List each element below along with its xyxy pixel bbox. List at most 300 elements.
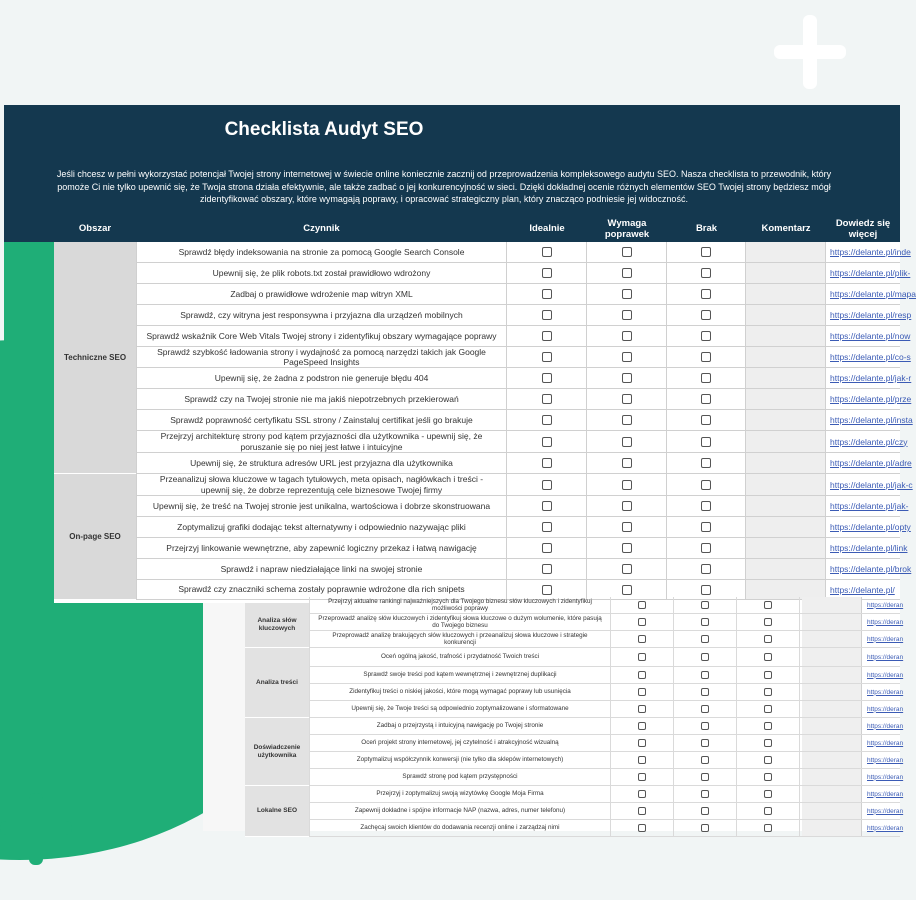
checkbox-cell	[587, 496, 667, 516]
table-row	[309, 667, 904, 684]
checkbox-ideal[interactable]	[542, 247, 552, 257]
learn-more-link[interactable]: https://deran	[867, 705, 904, 713]
checkbox-cell	[507, 326, 587, 346]
learn-more-link[interactable]: https://delante.pl/plik-	[830, 268, 911, 278]
checkbox-cell	[611, 752, 674, 768]
checkbox-cell	[674, 667, 737, 683]
checkbox-none[interactable]	[764, 618, 772, 626]
checkbox-ideal[interactable]	[542, 289, 552, 299]
checkbox-cell	[507, 517, 587, 537]
comment-cell[interactable]	[746, 496, 826, 516]
factor-text: Upewnij się, że plik robots.txt został prawidłowo wdrożony	[136, 263, 507, 283]
checkbox-cell	[507, 496, 587, 516]
checkbox-ideal[interactable]	[542, 373, 552, 383]
table-row	[136, 517, 911, 538]
checkbox-needs-fix[interactable]	[701, 722, 709, 730]
checkbox-cell	[611, 614, 674, 630]
checkbox-ideal[interactable]	[638, 773, 646, 781]
checkbox-none[interactable]	[701, 373, 711, 383]
checkbox-ideal[interactable]	[638, 824, 646, 832]
checkbox-ideal[interactable]	[638, 653, 646, 661]
learn-more-link[interactable]: https://deran	[867, 722, 904, 730]
checkbox-cell	[507, 263, 587, 283]
checkbox-cell	[667, 242, 746, 262]
checkbox-cell	[737, 648, 800, 666]
learn-more-link[interactable]: https://deran	[867, 688, 904, 696]
page-title: Checklista Audyt SEO	[224, 119, 424, 140]
checkbox-cell	[674, 718, 737, 734]
learn-more-link[interactable]: https://delante.pl/	[830, 584, 895, 595]
learn-more-link[interactable]: https://delante.pl/czy	[830, 436, 908, 447]
checklist-table	[4, 242, 916, 603]
comment-cell[interactable]	[802, 735, 862, 751]
factor-text: Sprawdź stronę pod kątem przystępności	[309, 769, 611, 785]
factor-text: Sprawdź swoje treści pod kątem wewnętrznej i zewnętrznej duplikacji	[309, 667, 611, 683]
factor-text: Zachęcaj swoich klientów do dodawania recenzji online i zarządzaj nimi	[309, 820, 611, 836]
factor-text: Sprawdź poprawność certyfikatu SSL strony / Zainstaluj certifikat jeśli go brakuje	[136, 410, 507, 430]
table-row	[136, 326, 911, 347]
factor-text: Przejrzyj architekturę strony pod kątem przyjazności dla użytkownika - upewnij się, że poruszanie się po niej jest łatwe i intuicyjne	[136, 431, 507, 452]
column-header-ideal: Idealnie	[529, 223, 565, 234]
comment-cell[interactable]	[746, 284, 826, 304]
checkbox-cell	[611, 820, 674, 836]
checkbox-needs-fix[interactable]	[701, 671, 709, 679]
column-header-comment: Komentarz	[761, 223, 811, 234]
checkbox-cell	[674, 597, 737, 613]
checkbox-cell	[674, 614, 737, 630]
comment-cell[interactable]	[746, 410, 826, 430]
checkbox-ideal[interactable]	[542, 543, 552, 553]
comment-cell[interactable]	[746, 474, 826, 495]
checkbox-none[interactable]	[701, 268, 711, 278]
checkbox-cell	[674, 648, 737, 666]
checkbox-none[interactable]	[764, 688, 772, 696]
factor-text: Przeprowadź analizę brakujących słów kluczowych i przeanalizuj słowa kluczowe i strategie konkurencji	[309, 631, 611, 647]
area-group: Lokalne SEO	[245, 786, 309, 837]
checkbox-cell	[587, 242, 667, 262]
checkbox-needs-fix[interactable]	[622, 394, 632, 404]
checkbox-needs-fix[interactable]	[701, 790, 709, 798]
checkbox-ideal[interactable]	[542, 585, 552, 595]
checkbox-ideal[interactable]	[542, 564, 552, 574]
checkbox-cell	[587, 347, 667, 367]
checkbox-cell	[667, 538, 746, 558]
factor-text: Przeanalizuj słowa kluczowe w tagach tytułowych, meta opisach, nagłówkach i treści - upewnij się, że dobrze reprezentują cele biznesowe Twojej firmy	[136, 474, 507, 495]
checkbox-cell	[587, 474, 667, 495]
checkbox-cell	[507, 305, 587, 325]
checkbox-ideal[interactable]	[638, 807, 646, 815]
comment-cell[interactable]	[802, 769, 862, 785]
learn-more-link[interactable]: https://delante.pl/link	[830, 543, 908, 553]
checkbox-needs-fix[interactable]	[622, 585, 632, 595]
comment-cell[interactable]	[802, 718, 862, 734]
checkbox-none[interactable]	[701, 480, 711, 490]
checkbox-cell	[507, 242, 587, 262]
checkbox-none[interactable]	[764, 773, 772, 781]
table-row	[136, 538, 908, 559]
checkbox-ideal[interactable]	[638, 601, 646, 609]
factor-text: Zoptymalizuj grafiki dodając tekst alternatywny i odpowiednio nazywając pliki	[136, 517, 507, 537]
learn-more-link[interactable]: https://deran	[867, 739, 904, 747]
checkbox-cell	[737, 786, 800, 802]
checkbox-cell	[667, 347, 746, 367]
checkbox-cell	[737, 667, 800, 683]
checkbox-cell	[587, 538, 667, 558]
checkbox-none[interactable]	[701, 543, 711, 553]
checkbox-none[interactable]	[764, 635, 772, 643]
checkbox-needs-fix[interactable]	[622, 501, 632, 511]
checkbox-cell	[667, 326, 746, 346]
table-row	[136, 242, 911, 263]
learn-more-link[interactable]: https://deran	[867, 824, 904, 832]
factor-text: Przejrzyj i zoptymalizuj swoją wizytówkę Google Moja Firma	[309, 786, 611, 802]
checkbox-ideal[interactable]	[542, 268, 552, 278]
checkbox-none[interactable]	[701, 247, 711, 257]
checkbox-none[interactable]	[701, 394, 711, 404]
checkbox-needs-fix[interactable]	[622, 310, 632, 320]
checkbox-cell	[737, 614, 800, 630]
page-2-margin	[203, 603, 245, 831]
area-group: Analiza treści	[245, 648, 309, 718]
checkbox-cell	[667, 263, 746, 283]
factor-text: Przeprowadź analizę słów kluczowych i zidentyfikuj słowa kluczowe o dużym wolumenie, które pasują do Twojego biznesu	[309, 614, 611, 630]
checkbox-cell	[507, 538, 587, 558]
checkbox-needs-fix[interactable]	[701, 705, 709, 713]
table-row	[309, 803, 904, 820]
learn-more-link[interactable]: https://deran	[867, 601, 904, 609]
checkbox-cell	[587, 305, 667, 325]
comment-cell[interactable]	[746, 305, 826, 325]
comment-cell[interactable]	[802, 631, 862, 647]
area-group: Techniczne SEO	[54, 242, 136, 474]
checkbox-needs-fix[interactable]	[701, 807, 709, 815]
checkbox-cell	[737, 820, 800, 836]
checkbox-cell	[507, 453, 587, 473]
checkbox-ideal[interactable]	[638, 671, 646, 679]
checkbox-ideal[interactable]	[638, 756, 646, 764]
checkbox-cell	[667, 559, 746, 579]
checkbox-none[interactable]	[701, 522, 711, 532]
checkbox-cell	[737, 769, 800, 785]
comment-cell[interactable]	[746, 431, 826, 452]
comment-cell[interactable]	[746, 347, 826, 367]
checkbox-needs-fix[interactable]	[701, 653, 709, 661]
checkbox-cell	[587, 389, 667, 409]
checkbox-none[interactable]	[701, 458, 711, 468]
comment-cell[interactable]	[802, 803, 862, 819]
checkbox-needs-fix[interactable]	[701, 601, 709, 609]
learn-more-link[interactable]: https://delante.pl/jak-r	[830, 373, 912, 383]
checklist-sheet	[4, 105, 916, 603]
checkbox-none[interactable]	[701, 564, 711, 574]
checkbox-none[interactable]	[764, 739, 772, 747]
comment-cell[interactable]	[802, 786, 862, 802]
checkbox-cell	[667, 453, 746, 473]
checkbox-cell	[737, 684, 800, 700]
checkbox-none[interactable]	[701, 585, 711, 595]
learn-more-link[interactable]: https://delante.pl/insta	[830, 415, 913, 425]
factor-text: Upewnij się, że żadna z podstron nie generuje błędu 404	[136, 368, 507, 388]
checkbox-ideal[interactable]	[542, 352, 552, 362]
plus-icon	[774, 15, 846, 89]
checkbox-needs-fix[interactable]	[622, 373, 632, 383]
comment-cell[interactable]	[802, 667, 862, 683]
checklist-header	[4, 105, 900, 242]
comment-cell[interactable]	[746, 538, 826, 558]
checkbox-cell	[587, 410, 667, 430]
column-header-needs-fix: Wymaga poprawek	[604, 217, 650, 240]
factor-text: Sprawdź czy znaczniki schema zostały poprawnie wdrożone dla rich snipets	[136, 580, 507, 599]
table-row	[309, 614, 904, 631]
comment-cell[interactable]	[802, 684, 862, 700]
checkbox-cell	[611, 667, 674, 683]
learn-more-link[interactable]: https://delante.pl/jak-c	[830, 479, 913, 490]
table-row	[136, 368, 912, 389]
checkbox-cell	[587, 326, 667, 346]
area-group: Analiza słów kluczowych	[245, 603, 309, 648]
checkbox-cell	[507, 431, 587, 452]
checkbox-needs-fix[interactable]	[701, 739, 709, 747]
factor-text: Przejrzyj aktualne rankingi najważniejszych dla Twojego biznesu słów kluczowych i zidentyfikuj możliwości poprawy	[309, 597, 611, 613]
factor-text: Zapewnij dokładne i spójne informacje NAP (nazwa, adres, numer telefonu)	[309, 803, 611, 819]
checkbox-needs-fix[interactable]	[622, 289, 632, 299]
checkbox-needs-fix[interactable]	[622, 480, 632, 490]
checkbox-cell	[667, 410, 746, 430]
checkbox-cell	[667, 368, 746, 388]
checkbox-cell	[611, 597, 674, 613]
checkbox-ideal[interactable]	[542, 458, 552, 468]
checkbox-cell	[737, 631, 800, 647]
checkbox-needs-fix[interactable]	[622, 331, 632, 341]
checkbox-ideal[interactable]	[638, 705, 646, 713]
checkbox-cell	[587, 284, 667, 304]
checkbox-none[interactable]	[764, 653, 772, 661]
checkbox-needs-fix[interactable]	[622, 543, 632, 553]
learn-more-link[interactable]: https://deran	[867, 773, 904, 781]
comment-cell[interactable]	[802, 597, 862, 613]
checkbox-none[interactable]	[701, 289, 711, 299]
factor-text: Sprawdź czy na Twojej stronie nie ma jakiś niepotrzebnych przekierowań	[136, 389, 507, 409]
checkbox-none[interactable]	[764, 601, 772, 609]
checkbox-ideal[interactable]	[542, 310, 552, 320]
checkbox-cell	[674, 820, 737, 836]
checkbox-cell	[587, 453, 667, 473]
checkbox-ideal[interactable]	[542, 394, 552, 404]
checkbox-needs-fix[interactable]	[701, 773, 709, 781]
comment-cell[interactable]	[802, 614, 862, 630]
checkbox-cell	[507, 474, 587, 495]
factor-text: Upewnij się, że struktura adresów URL jest przyjazna dla użytkownika	[136, 453, 507, 473]
column-header-learn-more: Dowiedz się więcej	[835, 217, 891, 240]
table-row	[309, 735, 904, 752]
checkbox-cell	[674, 631, 737, 647]
checkbox-cell	[674, 701, 737, 717]
table-row	[309, 648, 904, 667]
factor-text: Sprawdź, czy witryna jest responsywna i przyjazna dla urządzeń mobilnych	[136, 305, 507, 325]
learn-more-link[interactable]: https://delante.pl/brok	[830, 564, 912, 574]
comment-cell[interactable]	[746, 368, 826, 388]
checkbox-cell	[611, 701, 674, 717]
checkbox-needs-fix[interactable]	[622, 458, 632, 468]
checkbox-cell	[667, 389, 746, 409]
factor-text: Zadbaj o przejrzystą i intuicyjną nawigację po Twojej stronie	[309, 718, 611, 734]
checkbox-none[interactable]	[764, 671, 772, 679]
table-row	[136, 431, 908, 453]
column-headers	[4, 215, 900, 242]
learn-more-link[interactable]: https://delante.pl/prze	[830, 394, 912, 404]
checkbox-needs-fix[interactable]	[622, 247, 632, 257]
checkbox-none[interactable]	[764, 756, 772, 764]
checkbox-cell	[667, 431, 746, 452]
area-group: Doświadczenie użytkownika	[245, 718, 309, 786]
factor-text: Upewnij się, że Twoje treści są odpowiednio zoptymalizowane i sformatowane	[309, 701, 611, 717]
checkbox-cell	[611, 684, 674, 700]
table-row	[309, 769, 904, 786]
learn-more-link[interactable]: https://delante.pl/jak-	[830, 501, 909, 511]
factor-text: Zoptymalizuj współczynnik konwersji (nie tylko dla sklepów internetowych)	[309, 752, 611, 768]
comment-cell[interactable]	[802, 820, 862, 836]
factor-text: Zidentyfikuj treści o niskiej jakości, które mogą wymagać poprawy lub usunięcia	[309, 684, 611, 700]
checkbox-cell	[611, 803, 674, 819]
factor-text: Oceń ogólną jakość, trafność i przydatność Twoich treści	[309, 648, 611, 666]
checkbox-cell	[587, 368, 667, 388]
checkbox-none[interactable]	[701, 437, 711, 447]
column-header-area: Obszar	[78, 223, 112, 234]
learn-more-link[interactable]: https://deran	[867, 807, 904, 815]
checkbox-cell	[667, 284, 746, 304]
checkbox-ideal[interactable]	[542, 331, 552, 341]
checkbox-cell	[674, 803, 737, 819]
comment-cell[interactable]	[802, 752, 862, 768]
learn-more-link[interactable]: https://deran	[867, 653, 904, 661]
table-row	[309, 786, 904, 803]
checkbox-cell	[667, 517, 746, 537]
learn-more-link[interactable]: https://deran	[867, 635, 904, 643]
checkbox-cell	[667, 305, 746, 325]
learn-more-link[interactable]: https://delante.pl/inde	[830, 247, 911, 257]
learn-more-link[interactable]: https://delante.pl/now	[830, 331, 911, 341]
checkbox-cell	[611, 769, 674, 785]
table-row	[136, 346, 911, 368]
table-row	[136, 453, 912, 474]
table-row	[136, 284, 916, 305]
checkbox-ideal[interactable]	[638, 739, 646, 747]
checkbox-cell	[587, 263, 667, 283]
checkbox-cell	[737, 718, 800, 734]
checkbox-ideal[interactable]	[542, 501, 552, 511]
learn-more-link[interactable]: https://deran	[867, 756, 904, 764]
checkbox-ideal[interactable]	[542, 437, 552, 447]
comment-cell[interactable]	[802, 701, 862, 717]
checkbox-none[interactable]	[764, 722, 772, 730]
checkbox-none[interactable]	[764, 824, 772, 832]
comment-cell[interactable]	[746, 559, 826, 579]
checkbox-cell	[507, 347, 587, 367]
comment-cell[interactable]	[746, 517, 826, 537]
comment-cell[interactable]	[802, 648, 862, 666]
checkbox-none[interactable]	[701, 310, 711, 320]
learn-more-link[interactable]: https://delante.pl/resp	[830, 310, 912, 320]
checkbox-needs-fix[interactable]	[701, 824, 709, 832]
checkbox-cell	[667, 474, 746, 495]
checkbox-ideal[interactable]	[638, 688, 646, 696]
learn-more-link[interactable]: https://deran	[867, 671, 904, 679]
checkbox-needs-fix[interactable]	[622, 415, 632, 425]
checkbox-ideal[interactable]	[638, 722, 646, 730]
checkbox-none[interactable]	[701, 415, 711, 425]
checkbox-ideal[interactable]	[542, 522, 552, 532]
learn-more-link[interactable]: https://deran	[867, 790, 904, 798]
checkbox-needs-fix[interactable]	[622, 268, 632, 278]
checkbox-none[interactable]	[701, 331, 711, 341]
checkbox-ideal[interactable]	[638, 635, 646, 643]
checkbox-none[interactable]	[764, 790, 772, 798]
checkbox-cell	[587, 431, 667, 452]
factor-text: Oceń projekt strony internetowej, jej czytelność i atrakcyjność wizualną	[309, 735, 611, 751]
checkbox-cell	[587, 517, 667, 537]
checkbox-cell	[674, 684, 737, 700]
checkbox-needs-fix[interactable]	[701, 618, 709, 626]
comment-cell[interactable]	[746, 263, 826, 283]
checkbox-cell	[737, 735, 800, 751]
checkbox-needs-fix[interactable]	[622, 352, 632, 362]
table-row	[309, 718, 904, 735]
checkbox-needs-fix[interactable]	[622, 437, 632, 447]
checkbox-cell	[737, 597, 800, 613]
checkbox-ideal[interactable]	[542, 480, 552, 490]
checkbox-none[interactable]	[701, 501, 711, 511]
checkbox-cell	[611, 735, 674, 751]
comment-cell[interactable]	[746, 453, 826, 473]
comment-cell[interactable]	[746, 326, 826, 346]
table-row	[136, 389, 912, 410]
checkbox-needs-fix[interactable]	[701, 635, 709, 643]
checkbox-cell	[674, 786, 737, 802]
checkbox-none[interactable]	[764, 705, 772, 713]
checkbox-ideal[interactable]	[638, 618, 646, 626]
comment-cell[interactable]	[746, 242, 826, 262]
factor-text: Zadbaj o prawidłowe wdrożenie map witryn XML	[136, 284, 507, 304]
checkbox-none[interactable]	[764, 807, 772, 815]
factor-text: Przejrzyj linkowanie wewnętrzne, aby zapewnić logiczny przekaz i łatwą nawigację	[136, 538, 507, 558]
checkbox-needs-fix[interactable]	[701, 688, 709, 696]
checkbox-cell	[737, 701, 800, 717]
table-row	[136, 474, 913, 496]
learn-more-link[interactable]: https://delante.pl/opty	[830, 522, 911, 532]
learn-more-link[interactable]: https://deran	[867, 618, 904, 626]
plus-icon	[0, 793, 72, 865]
learn-more-link[interactable]: https://delante.pl/adre	[830, 458, 912, 468]
checkbox-needs-fix[interactable]	[701, 756, 709, 764]
comment-cell[interactable]	[746, 389, 826, 409]
learn-more-link[interactable]: https://delante.pl/co-s	[830, 352, 911, 362]
checkbox-needs-fix[interactable]	[622, 522, 632, 532]
area-group: On-page SEO	[54, 474, 136, 600]
factor-text: Sprawdź szybkość ładowania strony i wydajność za pomocą narzędzi takich jak Google PageSpeed Insights	[136, 347, 507, 367]
column-header-none: Brak	[695, 223, 718, 234]
checkbox-ideal[interactable]	[638, 790, 646, 798]
checkbox-cell	[611, 631, 674, 647]
checkbox-cell	[737, 752, 800, 768]
checkbox-needs-fix[interactable]	[622, 564, 632, 574]
checkbox-cell	[611, 648, 674, 666]
factor-text: Upewnij się, że treść na Twojej stronie jest unikalna, wartościowa i dobrze skonstruowana	[136, 496, 507, 516]
table-row	[309, 820, 904, 837]
checkbox-none[interactable]	[701, 352, 711, 362]
checkbox-ideal[interactable]	[542, 415, 552, 425]
learn-more-link[interactable]: https://delante.pl/mapa	[830, 289, 916, 299]
checkbox-cell	[611, 786, 674, 802]
